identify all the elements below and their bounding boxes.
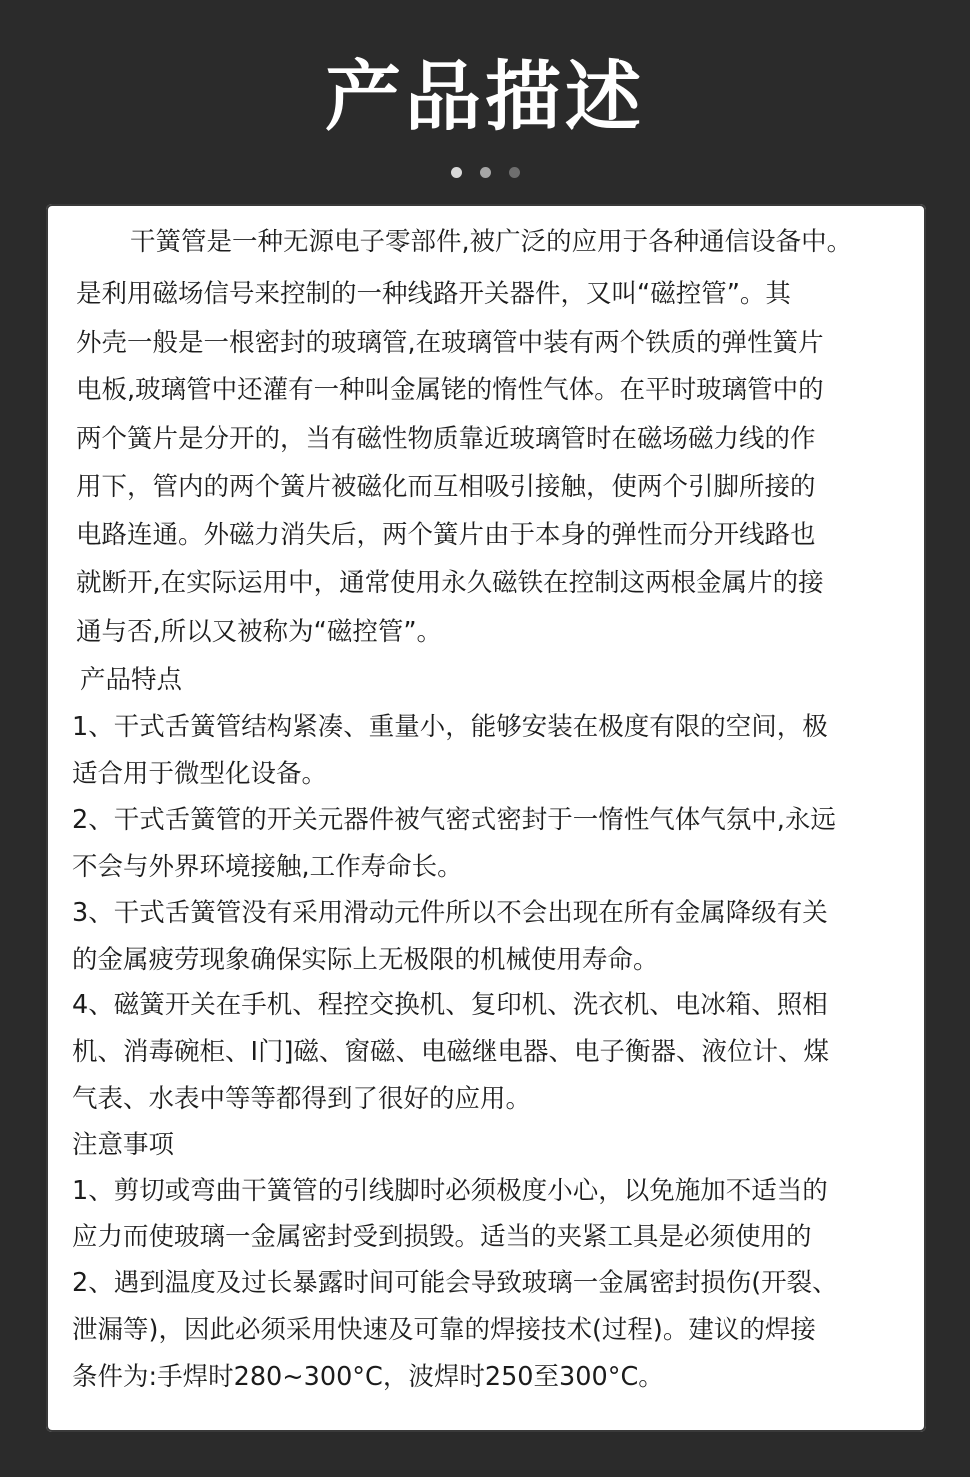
feature-line: 2、干式舌簧管的开关元器件被气密式密封于一惰性气体气氛中,永远	[72, 805, 836, 835]
intro-line: 用下，管内的两个簧片被磁化而互相吸引接触，使两个引脚所接的	[76, 472, 816, 502]
pagination-dots	[0, 167, 970, 178]
intro-line: 通与否,所以又被称为“磁控管”。	[76, 617, 443, 647]
intro-line: 是利用磁场信号来控制的一种线路开关器件，又叫“磁控管”。其	[76, 279, 791, 309]
note-line: 条件为:手焊时280~300°C，波焊时250至300°C。	[72, 1362, 664, 1392]
note-line: 2、遇到温度及过长暴露时间可能会导致玻璃一金属密封损伤(开裂、	[72, 1268, 838, 1298]
note-line: 应力而使玻璃一金属密封受到损毁。适当的夹紧工具是必须使用的	[72, 1222, 812, 1252]
feature-line: 不会与外界环境接触,工作寿命长。	[72, 852, 463, 882]
page-title: 产品描述	[325, 52, 645, 141]
intro-line: 干簧管是一种无源电子零部件,被广泛的应用于各种通信设备中。	[130, 227, 853, 257]
note-line: 泄漏等)，因此必须采用快速及可靠的焊接技术(过程)。建议的焊接	[72, 1315, 816, 1345]
notes-heading: 注意事项	[72, 1130, 175, 1160]
feature-line: 适合用于微型化设备。	[72, 759, 328, 789]
intro-line: 电路连通。外磁力消失后，两个簧片由于本身的弹性而分开线路也	[76, 520, 816, 550]
feature-line: 的金属疲劳现象确保实际上无极限的机械使用寿命。	[72, 945, 659, 975]
feature-line: 机、消毒碗柜、I门]磁、窗磁、电磁继电器、电子衡器、液位计、煤	[72, 1037, 829, 1067]
note-line: 1、剪切或弯曲干簧管的引线脚时必须极度小心，以免施加不适当的	[72, 1176, 828, 1206]
intro-line: 就断开,在实际运用中，通常使用永久磁铁在控制这两根金属片的接	[76, 568, 824, 598]
dot-1	[451, 167, 462, 178]
feature-line: 1、干式舌簧管结构紧凑、重量小，能够安装在极度有限的空间，极	[72, 712, 828, 742]
feature-line: 3、干式舌簧管没有采用滑动元件所以不会出现在所有金属降级有关	[72, 898, 828, 928]
header	[0, 0, 970, 200]
intro-line: 两个簧片是分开的，当有磁性物质靠近玻璃管时在磁场磁力线的作	[76, 424, 816, 454]
intro-line: 电板,玻璃管中还灌有一种叫金属铑的惰性气体。在平时玻璃管中的	[76, 375, 824, 405]
feature-line: 4、磁簧开关在手机、程控交换机、复印机、洗衣机、电冰箱、照相	[72, 990, 828, 1020]
features-heading: 产品特点	[80, 665, 183, 695]
dot-2	[480, 167, 491, 178]
intro-line: 外壳一般是一根密封的玻璃管,在玻璃管中装有两个铁质的弹性簧片	[76, 328, 824, 358]
feature-line: 气表、水表中等等都得到了很好的应用。	[72, 1084, 532, 1114]
dot-3	[509, 167, 520, 178]
